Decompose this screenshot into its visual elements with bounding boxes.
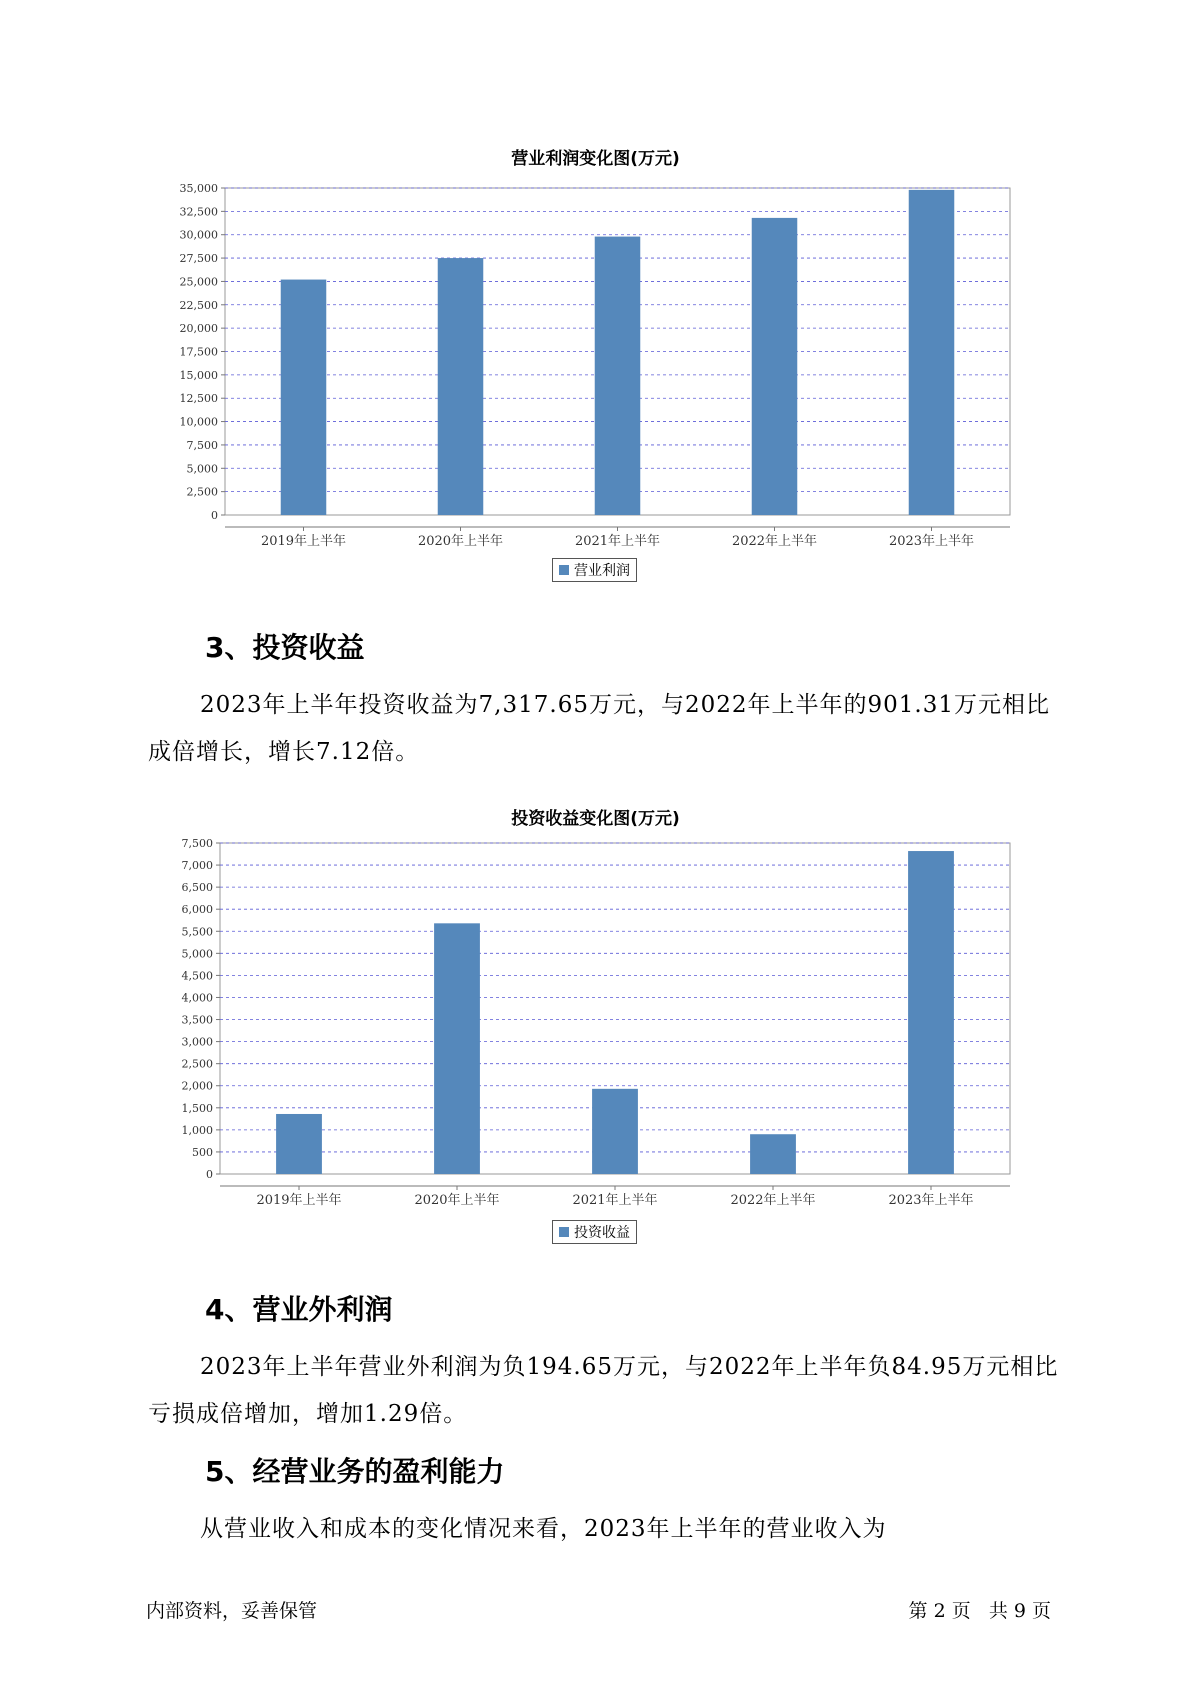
x-tick-label: 2021年上半年: [572, 1193, 658, 1208]
y-tick-label: 30,000: [179, 228, 218, 242]
x-tick-label: 2020年上半年: [417, 534, 504, 549]
x-tick-label: 2023年上半年: [888, 1193, 974, 1208]
footer-page-number: 第 2 页 共 9 页: [908, 1600, 1051, 1622]
y-tick-label: 7,500: [181, 837, 213, 850]
y-tick-label: 27,500: [179, 252, 218, 266]
x-tick-label: 2019年上半年: [260, 534, 347, 549]
y-tick-label: 1,500: [181, 1101, 213, 1115]
chart1-legend: [552, 558, 637, 582]
x-tick-label: 2023年上半年: [888, 534, 975, 549]
section-heading-investment-income: 3、投资收益: [205, 631, 365, 664]
y-tick-label: 2,000: [181, 1079, 213, 1093]
y-tick-label: 7,500: [186, 438, 218, 452]
section-heading-profitability: 5、经营业务的盈利能力: [205, 1455, 505, 1488]
chart1-title: 营业利润变化图(万元): [511, 149, 680, 169]
chart2-title: 投资收益变化图(万元): [511, 809, 680, 829]
x-tick-label: 2022年上半年: [731, 534, 818, 549]
y-tick-label: 10,000: [179, 415, 218, 429]
bar-2023年上半年: [909, 190, 955, 515]
y-tick-label: 20,000: [179, 322, 218, 336]
legend-swatch-icon: [559, 565, 569, 575]
bar-2020年上半年: [434, 923, 480, 1174]
section-body-non-operating-profit: 2023年上半年营业外利润为负194.65万元，与2022年上半年负84.95万元相比亏损成倍增加，增加1.29倍。: [148, 1354, 1059, 1427]
y-tick-label: 22,500: [179, 298, 218, 312]
chart2-investment-income: [0, 830, 1191, 1208]
y-tick-label: 1,000: [181, 1123, 213, 1137]
y-tick-label: 5,000: [186, 462, 218, 476]
footer-confidential-note: 内部资料，妥善保管: [146, 1600, 318, 1622]
chart2-legend: [552, 1220, 637, 1244]
y-tick-label: 5,500: [181, 925, 213, 939]
bar-2022年上半年: [750, 1134, 796, 1174]
chart1-operating-profit: [0, 170, 1191, 549]
bar-2021年上半年: [592, 1089, 638, 1174]
y-tick-label: 6,500: [181, 881, 213, 895]
x-tick-label: 2022年上半年: [730, 1193, 816, 1208]
x-tick-label: 2019年上半年: [256, 1193, 342, 1208]
y-tick-label: 5,000: [181, 947, 213, 961]
bar-2019年上半年: [281, 280, 327, 515]
y-tick-label: 7,000: [181, 859, 213, 873]
section-body-investment-income: 2023年上半年投资收益为7,317.65万元，与2022年上半年的901.31万元相比成倍增长，增长7.12倍。: [148, 692, 1050, 765]
y-tick-label: 2,500: [181, 1057, 213, 1071]
y-tick-label: 0: [206, 1168, 213, 1181]
section-body-profitability: 从营业收入和成本的变化情况来看，2023年上半年的营业收入为: [200, 1516, 887, 1542]
bar-2023年上半年: [908, 851, 954, 1174]
y-tick-label: 2,500: [186, 485, 218, 499]
y-tick-label: 3,500: [181, 1013, 213, 1027]
chart1-legend-label: 营业利润: [574, 563, 630, 579]
section-heading-non-operating-profit: 4、营业外利润: [205, 1293, 393, 1326]
bar-2020年上半年: [438, 258, 484, 515]
x-tick-label: 2020年上半年: [414, 1193, 500, 1208]
y-tick-label: 32,500: [179, 205, 218, 219]
y-tick-label: 3,000: [181, 1035, 213, 1049]
bar-2019年上半年: [276, 1114, 322, 1174]
y-tick-label: 12,500: [179, 392, 218, 406]
y-tick-label: 0: [211, 509, 218, 522]
y-tick-label: 35,000: [179, 182, 218, 195]
legend-swatch-icon: [559, 1227, 569, 1237]
y-tick-label: 4,500: [181, 969, 213, 983]
x-tick-label: 2021年上半年: [574, 534, 661, 549]
bar-2021年上半年: [595, 237, 641, 515]
y-tick-label: 17,500: [179, 345, 218, 359]
y-tick-label: 6,000: [181, 903, 213, 917]
bar-2022年上半年: [752, 218, 798, 515]
y-tick-label: 15,000: [179, 368, 218, 382]
y-tick-label: 25,000: [179, 275, 218, 289]
y-tick-label: 4,000: [181, 991, 213, 1005]
y-tick-label: 500: [192, 1145, 213, 1159]
chart2-legend-label: 投资收益: [574, 1225, 630, 1241]
